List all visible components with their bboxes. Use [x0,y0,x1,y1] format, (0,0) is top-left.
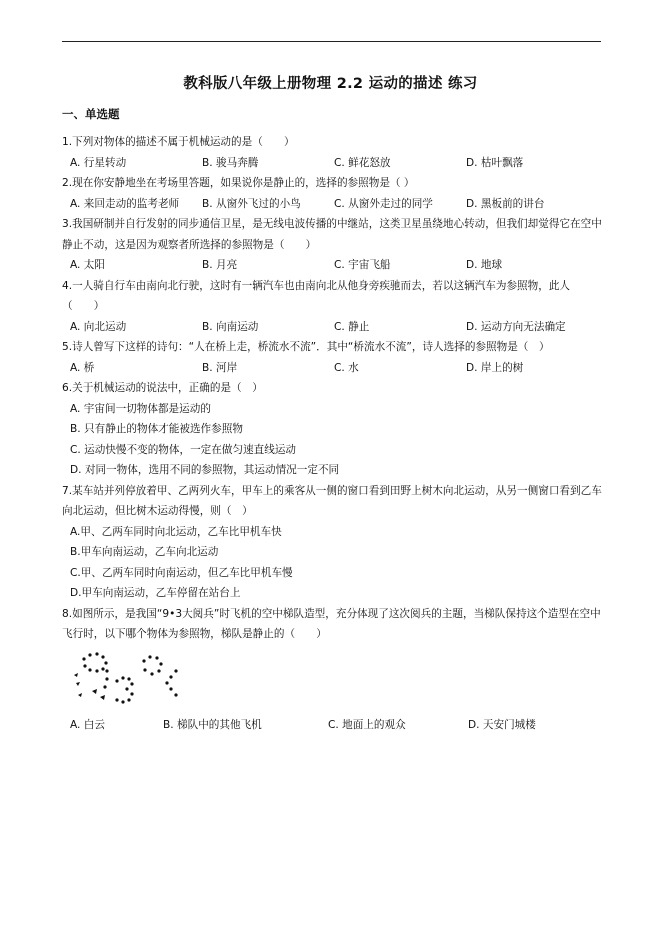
aircraft-formation-figure [72,651,182,709]
option-c[interactable]: C. 鲜花怒放 [334,156,391,169]
document-title: 教科版八年级上册物理 2.2 运动的描述 练习 [183,76,478,92]
option-b[interactable]: B. 月亮 [202,259,238,271]
option-a[interactable]: A. 宇宙间一切物体都是运动的 [70,402,211,415]
header-rule [62,41,601,42]
question-list [62,132,602,735]
option-b[interactable]: B. 向南运动 [202,320,259,333]
option-b[interactable]: B. 骏马奔腾 [202,156,259,169]
question-5 [62,337,602,378]
question-stem: 2.现在你安静地坐在考场里答题，如果说你是静止的，选择的参照物是（ ） [62,177,415,189]
options-row [62,255,602,276]
question-stem: 8.如图所示，是我国“9•3大阅兵”时飞机的空中梯队造型，充分体现了这次阅兵的主题，当梯队保持这个造型在空中飞行时，以下哪个物体为参照物，梯队是静止的（ ） [62,607,601,640]
option-d[interactable]: D. 运动方向无法确定 [466,320,566,333]
option-a[interactable]: A. 太阳 [70,259,105,271]
option-a[interactable]: A. 向北运动 [70,320,127,333]
option-b[interactable]: B.甲车向南运动，乙车向北运动 [70,546,219,558]
options-row [62,715,602,736]
question-7 [62,481,602,604]
question-stem: 1.下列对物体的描述不属于机械运动的是（ ） [62,136,295,148]
question-stem: 7.某车站并列停放着甲、乙两列火车，甲车上的乘客从一侧的窗口看到田野上树木向北运动，从另一侧窗口看到乙车向北运动，但比树木运动得慢，则（ ） [62,484,602,517]
question-8 [62,604,602,736]
question-stem: 4.一人骑自行车由南向北行驶，这时有一辆汽车也由南向北从他身旁疾驰而去，若以这辆汽车为参照物，此人（ ） [62,279,571,312]
option-b[interactable]: B. 从窗外飞过的小鸟 [202,197,301,210]
option-a[interactable]: A. 白云 [70,718,105,731]
options-row [62,317,602,338]
option-d[interactable]: D. 对同一物体，选用不同的参照物，其运动情况一定不同 [70,464,340,476]
option-c[interactable]: C.甲、乙两车同时向南运动，但乙车比甲机车慢 [70,566,293,579]
question-stem: 6.关于机械运动的说法中，正确的是（ ） [62,382,263,394]
options-row [62,358,602,379]
option-c[interactable]: C. 运动快慢不变的物体，一定在做匀速直线运动 [70,443,297,456]
question-stem: 5.诗人曾写下这样的诗句：“人在桥上走，桥流水不流”．其中“桥流水不流”，诗人选择的参照物是（ ） [62,341,550,353]
option-d[interactable]: D. 黑板前的讲台 [466,197,545,210]
question-2 [62,173,602,214]
question-1 [62,132,602,173]
option-c[interactable]: C. 宇宙飞船 [334,259,391,271]
option-c[interactable]: C. 从窗外走过的同学 [334,197,433,210]
section-heading: 一、单选题 [62,107,120,121]
option-c[interactable]: C. 地面上的观众 [328,718,406,731]
option-a[interactable]: A. 桥 [70,361,95,374]
option-a[interactable]: A. 来回走动的监考老师 [70,197,180,210]
option-d[interactable]: D. 枯叶飘落 [466,156,524,169]
options-row [62,194,602,215]
question-4 [62,276,602,338]
question-3 [62,214,602,276]
option-b[interactable]: B. 河岸 [202,361,238,374]
option-b[interactable]: B. 梯队中的其他飞机 [163,718,262,731]
option-a[interactable]: A.甲、乙两车同时向北运动，乙车比甲机车快 [70,525,282,538]
option-d[interactable]: D. 岸上的树 [466,361,524,374]
options-row [62,153,602,174]
option-c[interactable]: C. 静止 [334,320,370,333]
option-d[interactable]: D.甲车向南运动，乙车停留在站台上 [70,587,241,599]
option-b[interactable]: B. 只有静止的物体才能被选作参照物 [70,423,243,435]
option-c[interactable]: C. 水 [334,361,359,374]
question-6 [62,378,602,481]
option-a[interactable]: A. 行星转动 [70,156,127,169]
option-d[interactable]: D. 天安门城楼 [468,718,536,731]
option-d[interactable]: D. 地球 [466,259,503,271]
question-stem: 3.我国研制并自行发射的同步通信卫星，是无线电波传播的中继站，这类卫星虽绕地心转动，但我们却觉得它在空中静止不动，这是因为观察者所选择的参照物是（ ） [62,218,602,251]
